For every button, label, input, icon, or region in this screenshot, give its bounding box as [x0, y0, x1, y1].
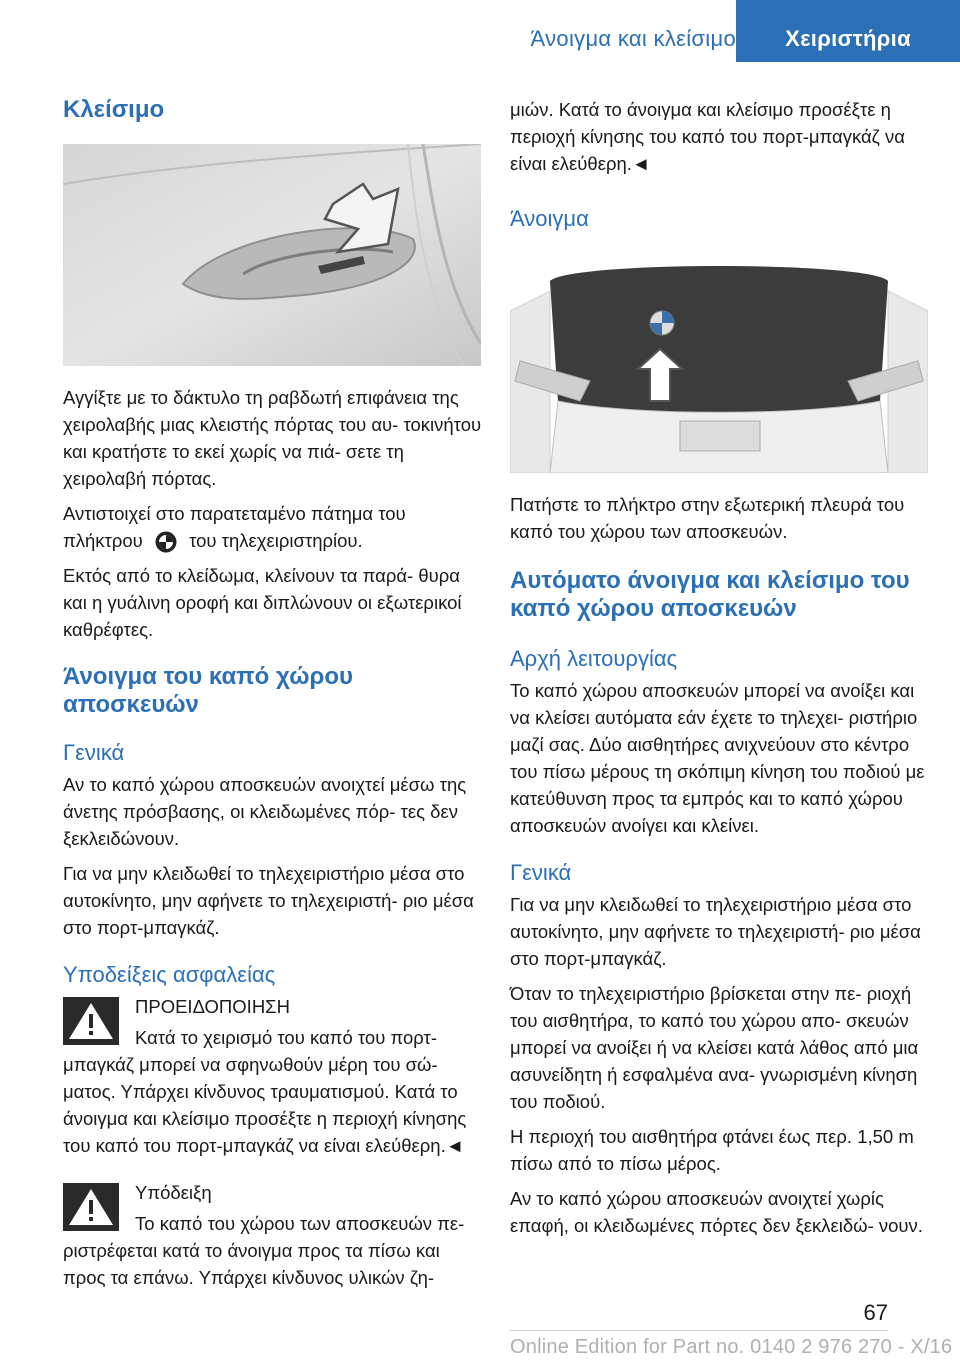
warning-title: ΠΡΟΕΙΔΟΠΟΙΗΣΗ — [135, 996, 290, 1018]
paragraph-principle: Το καπό χώρου αποσκευών μπορεί να ανοίξει και να κλείσει αυτόματα εάν έχετε το τηλεχει- ριστήριο μαζί σας. Δύο αισθητήρες ανιχνεύουν στο κέντρο του πίσω μέρους τη σκόπιμη κίνηση του ποδιού με κατεύθυνση προς τα εμπρός και το καπό χώρου αποσκευών ανοίγει και κλείνει. — [510, 680, 925, 836]
notice-title: Υπόδειξη — [135, 1182, 212, 1204]
trunk-lid-illustration — [510, 251, 928, 473]
notice-triangle-icon — [63, 1183, 119, 1231]
paragraph-general-r2: Όταν το τηλεχειριστήριο βρίσκεται στην πε- ριοχή του αισθητήρα, το καπό του χώρου απο- σκευών μπορεί να ανοίξει ή να κλείσει κατά λάθος από μια ασυνείδητη ή εσφαλμένα ανα- γνωρισμένη κίνηση του ποδιού. — [510, 983, 919, 1112]
paragraph-general-r1: Για να μην κλειδωθεί το τηλεχειριστήριο μέσα στο αυτοκίνητο, μην αφήνετε το τηλεχειριστή- ριο μέσα στο πορτ-μπαγκάζ. — [510, 894, 921, 969]
left-column — [63, 96, 483, 1299]
chapter-tab[interactable]: Χειριστήρια — [736, 0, 960, 62]
heading-open-trunk: Άνοιγμα του καπό χώρου αποσκευών — [63, 663, 354, 719]
paragraph-opening: Πατήστε το πλήκτρο στην εξωτερική πλευρά του καπό του χώρου των αποσκευών. — [510, 494, 905, 542]
heading-principle: Αρχή λειτουργίας — [510, 646, 678, 671]
paragraph-general-r4: Αν το καπό χώρου αποσκευών ανοιχτεί χωρίς επαφή, οι κλειδωμένες πόρτες δεν ξεκλειδώ- νουν. — [510, 1188, 923, 1236]
heading-auto-open-close: Αυτόματο άνοιγμα και κλείσιμο του καπό χώρου αποσκευών — [510, 567, 910, 622]
paragraph-general-2: Για να μην κλειδωθεί το τηλεχειριστήριο μέσα στο αυτοκίνητο, μην αφήνετε το τηλεχειριστή- ριο μέσα στο πορτ-μπαγκάζ. — [63, 863, 474, 939]
heading-safety: Υποδείξεις ασφαλείας — [63, 962, 276, 988]
section-title: Άνοιγμα και κλείσιμο — [530, 26, 736, 51]
edition-footer: Online Edition for Part no. 0140 2 976 270 - X/16 — [510, 1336, 953, 1358]
notice-block — [63, 1179, 483, 1291]
warning-block — [63, 993, 483, 1159]
paragraph-general-1: Αν το καπό χώρου αποσκευών ανοιχτεί μέσω της άνετης πρόσβασης, οι κλειδωμένες πόρ- τες δεν ξεκλειδώνουν. — [63, 774, 467, 850]
right-column — [510, 96, 930, 1247]
paragraph-closing-1: Αγγίξτε με το δάκτυλο τη ραβδωτή επιφάνεια της χειρολαβής μιας κλειστής πόρτας του αυ- τοκινήτου και κρατήστε το εκεί χωρίς να πιά- σετε τη χειρολαβή πόρτας. — [63, 387, 482, 489]
heading-general-2: Γενικά — [510, 860, 572, 885]
paragraph-closing-3: Εκτός από το κλείδωμα, κλείνουν τα παρά- θυρα και η γυάλινη οροφή και διπλώνουν οι εξωτερικοί καθρέφτες. — [63, 565, 462, 641]
page-header — [0, 0, 960, 62]
paragraph-general-r3: Η περιοχή του αισθητήρα φτάνει έως περ. 1,50 m πίσω από το πίσω μέρος. — [510, 1126, 914, 1174]
door-handle-illustration — [63, 144, 481, 366]
heading-general: Γενικά — [63, 740, 125, 766]
warning-text: Κατά το χειρισμό του καπό του πορτ- μπαγκάζ μπορεί να σφηνωθούν μέρη του σώ- ματος. Υπάρχει κίνδυνος τραυματισμού. Κατά το άνοιγμα και κλείσιμο προσέξτε η περιοχή κίνησης του καπό του πορτ-μπαγκάζ να είναι ελεύθερη.◄ — [63, 1027, 467, 1157]
heading-opening: Άνοιγμα — [510, 206, 589, 231]
page-number: 67 — [863, 1300, 888, 1325]
paragraph-continued: μιών. Κατά το άνοιγμα και κλείσιμο προσέξτε η περιοχή κίνησης του καπό του πορτ-μπαγκάζ να είναι ελεύθερη.◄ — [510, 99, 905, 174]
notice-text: Το καπό του χώρου των αποσκευών πε- ριστρέφεται κατά το άνοιγμα προς τα πίσω και προς τα επάνω. Υπάρχει κίνδυνος υλικών ζη- — [63, 1213, 465, 1289]
bmw-key-button-icon — [154, 530, 178, 554]
paragraph-closing-2: Αντιστοιχεί στο παρατεταμένο πάτημα του πλήκτρου του τηλεχειριστηρίου. — [63, 500, 483, 554]
heading-closing: Κλείσιμο — [63, 96, 165, 123]
warning-triangle-icon — [63, 997, 119, 1045]
footer-divider — [510, 1330, 888, 1331]
